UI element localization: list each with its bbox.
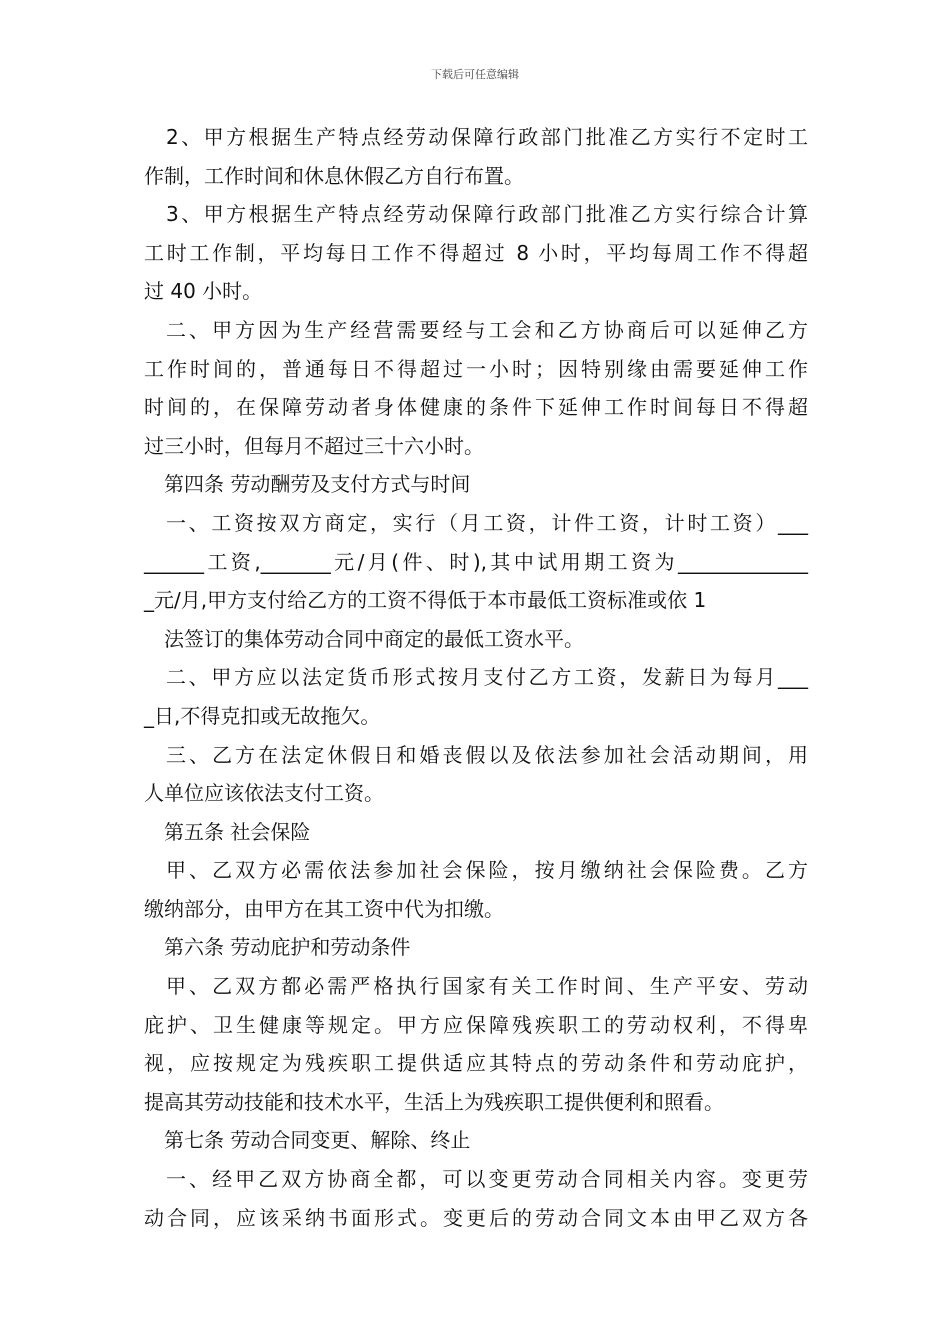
text-line: _元/月,甲方支付给乙方的工资不得低于本市最低工资标准或依 1: [144, 588, 707, 613]
text-line: 工作时间的，普通每日不得超过一小时；因特别缘由需要延伸工作: [144, 356, 808, 381]
text-line: _日,不得克扣或无故拖欠。: [144, 703, 381, 728]
section-heading: 第六条 劳动庇护和劳动条件: [164, 935, 411, 960]
section-heading: 第四条 劳动酬劳及支付方式与时间: [164, 472, 471, 497]
text-line: 二、甲方应以法定货币形式按月支付乙方工资，发薪日为每月___: [166, 665, 808, 690]
text-line: 提高其劳动技能和技术水平，生活上为残疾职工提供便利和照看。: [144, 1089, 724, 1114]
text-line: 作制，工作时间和休息休假乙方自行布置。: [144, 163, 524, 188]
text-line: 人单位应该依法支付工资。: [144, 781, 384, 806]
text-line: 二、甲方因为生产经营需要经与工会和乙方协商后可以延伸乙方: [166, 317, 808, 342]
text-line: 一、工资按双方商定，实行（月工资，计件工资，计时工资）___: [166, 510, 808, 535]
text-line: 缴纳部分，由甲方在其工资中代为扣缴。: [144, 896, 504, 921]
text-line: 三、乙方在法定休假日和婚丧假以及依法参加社会活动期间，用: [166, 742, 808, 767]
text-line: 3、甲方根据生产特点经劳动保障行政部门批准乙方实行综合计算: [166, 202, 808, 227]
text-line: 甲、乙双方必需依法参加社会保险，按月缴纳社会保险费。乙方: [166, 858, 808, 883]
text-line: 甲、乙双方都必需严格执行国家有关工作时间、生产平安、劳动: [166, 974, 808, 999]
text-line: 法签订的集体劳动合同中商定的最低工资水平。: [164, 626, 584, 651]
text-line: 动合同，应该采纳书面形式。变更后的劳动合同文本由甲乙双方各: [144, 1205, 808, 1230]
text-line: 时间的，在保障劳动者身体健康的条件下延伸工作时间每日不得超: [144, 395, 808, 420]
page-header: 下载后可任意编辑: [431, 68, 519, 81]
text-line: 视，应按规定为残疾职工提供适应其特点的劳动条件和劳动庇护，: [144, 1051, 808, 1076]
section-heading: 第七条 劳动合同变更、解除、终止: [164, 1128, 471, 1153]
document-body: [144, 120, 808, 1239]
text-line: 一、经甲乙双方协商全都，可以变更劳动合同相关内容。变更劳: [166, 1167, 808, 1192]
text-line: 庇护、卫生健康等规定。甲方应保障残疾职工的劳动权利，不得卑: [144, 1012, 808, 1037]
text-line: 工时工作制，平均每日工作不得超过 8 小时，平均每周工作不得超: [144, 240, 808, 265]
text-line: 2、甲方根据生产特点经劳动保障行政部门批准乙方实行不定时工: [166, 125, 808, 149]
text-line: 过 40 小时。: [144, 279, 263, 304]
text-line: 过三小时，但每月不超过三十六小时。: [144, 433, 484, 458]
section-heading: 第五条 社会保险: [164, 819, 311, 844]
text-line: ______工资,_______元/月(件、时),其中试用期工资为_____________: [144, 549, 808, 574]
